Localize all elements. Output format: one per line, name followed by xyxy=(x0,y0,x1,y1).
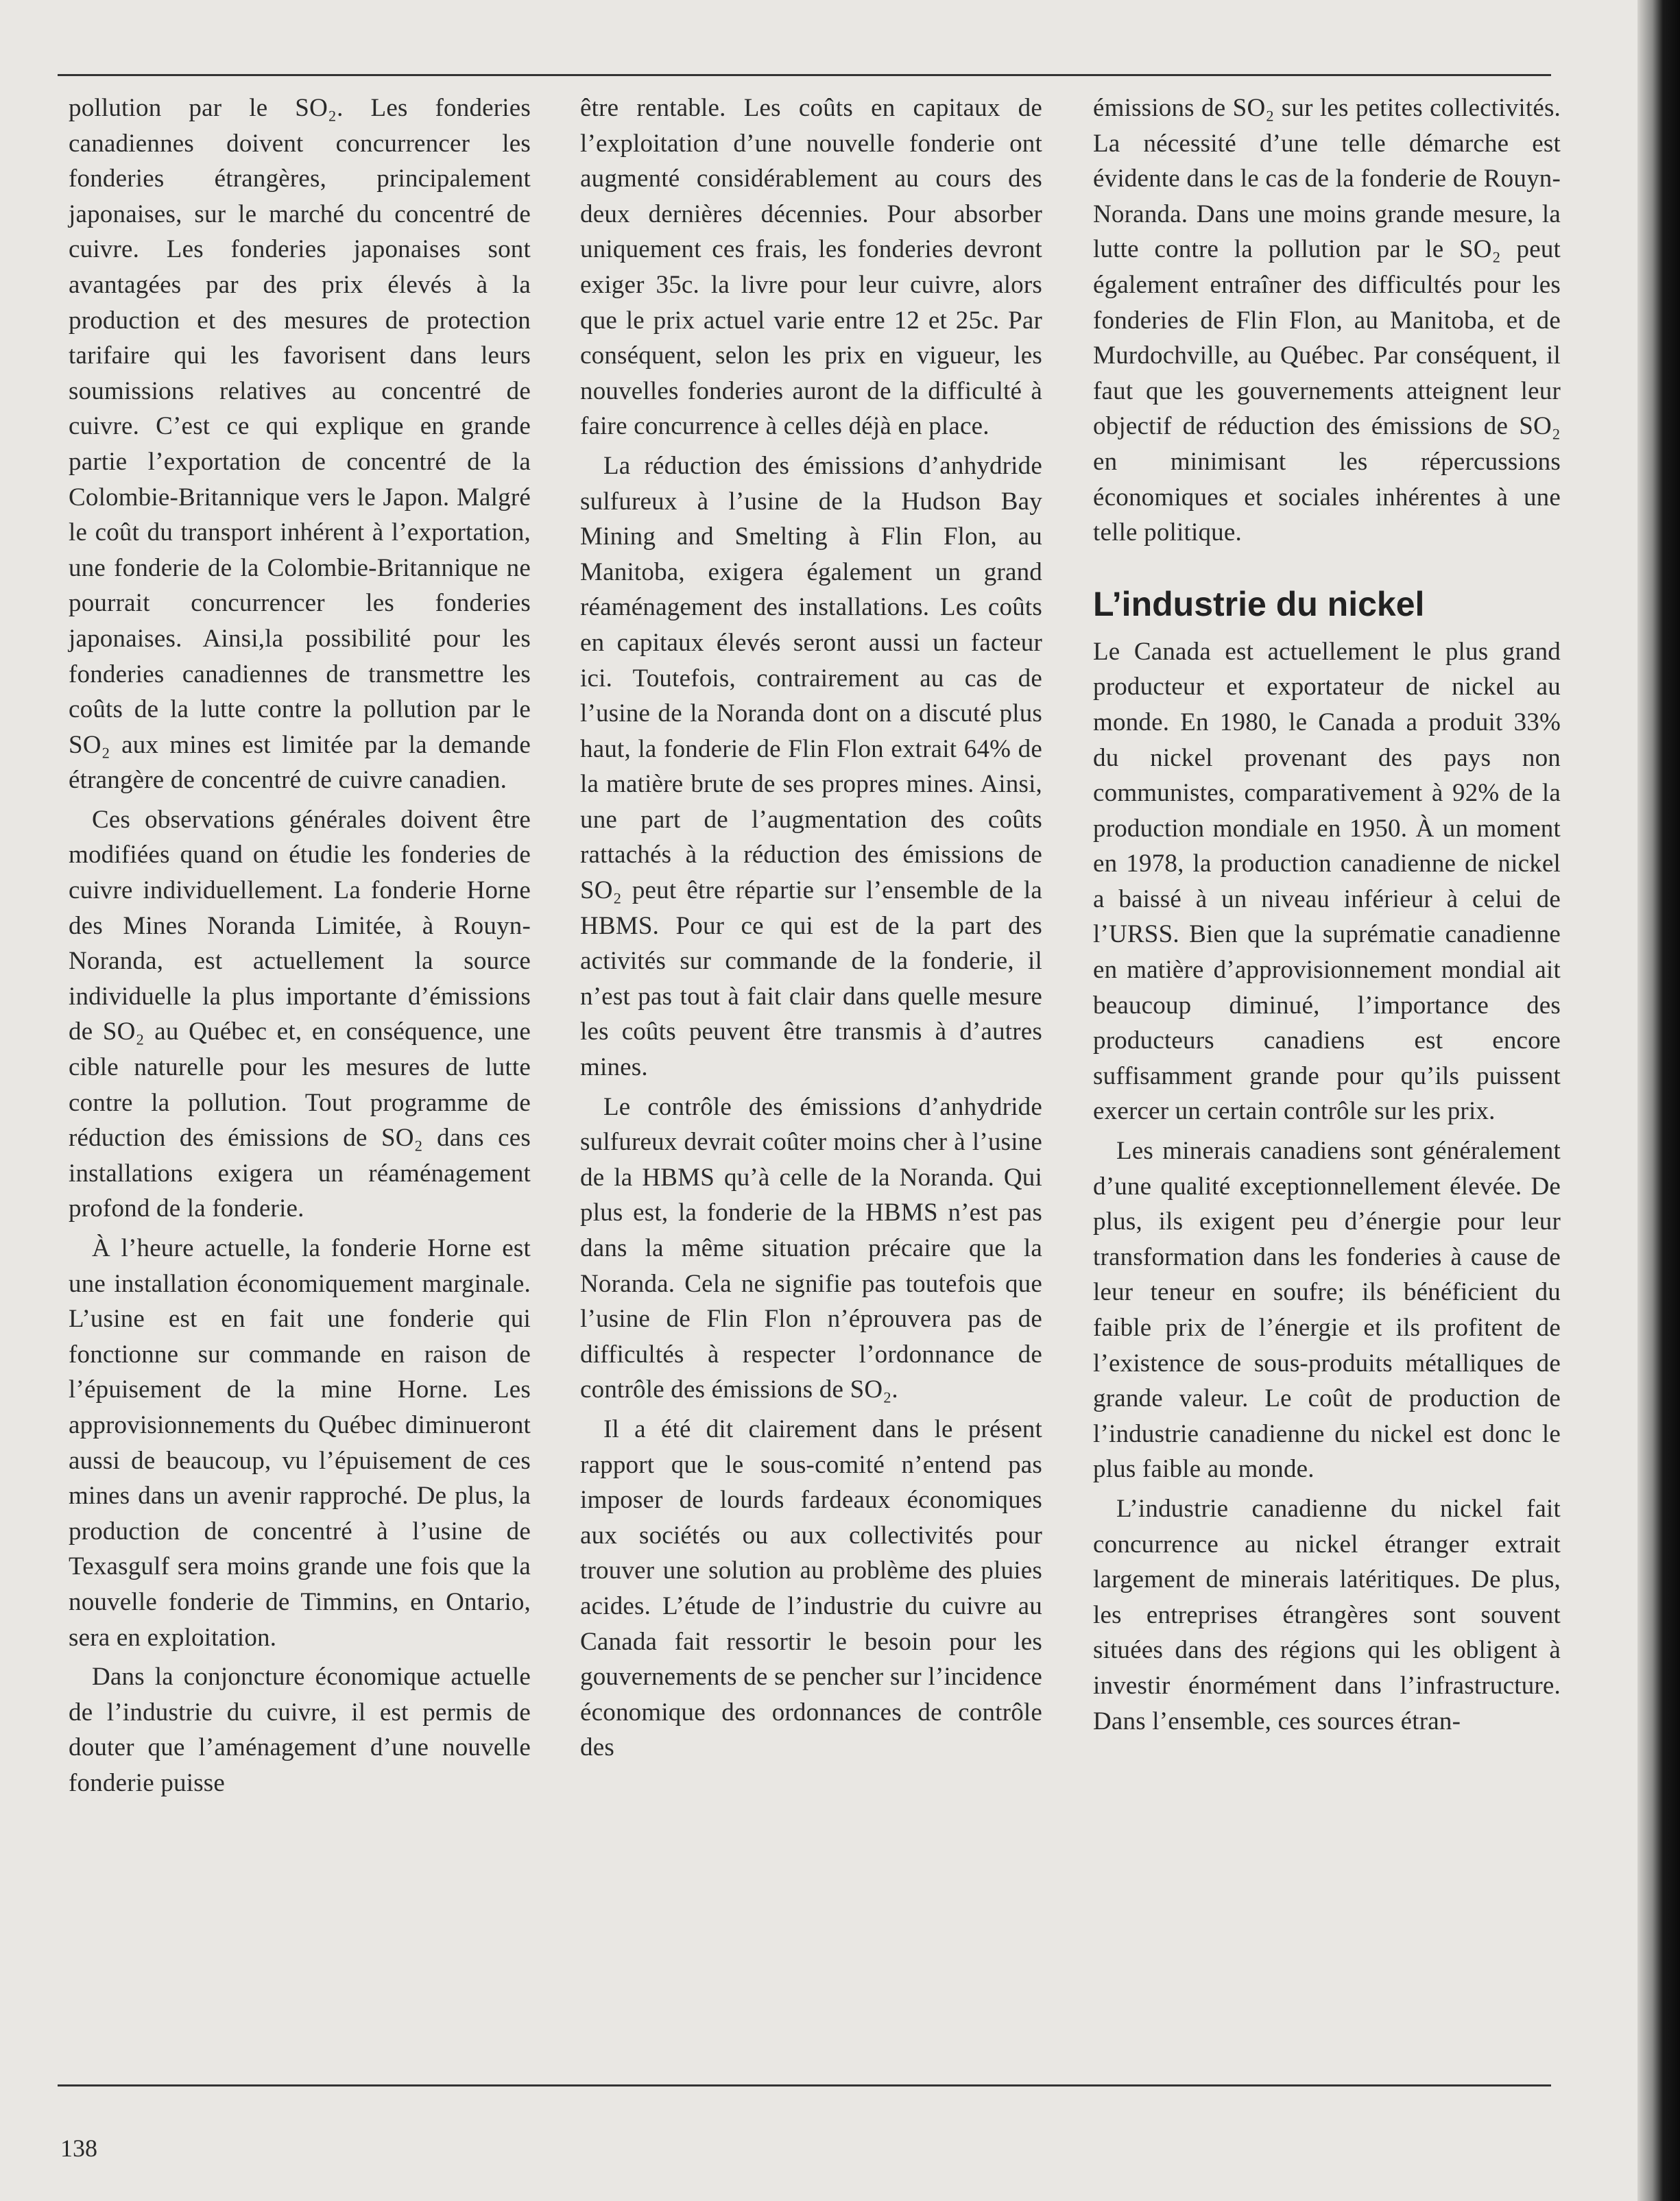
paragraph: être rentable. Les coûts en capitaux de l’exploitation d’une nouvelle fonderie ont augmenté considérablement au cours des deux dernières décennies. Pour absorber uniquement ces frais, les fonderies devront exiger 35c. la livre pour leur cuivre, alors que le prix actuel varie entre 12 et 25c. Par conséquent, selon les prix en vigueur, les nouvelles fonderies auront de la difficulté à faire concurrence à celles déjà en place. xyxy=(580,94,1042,441)
paragraph: À l’heure actuelle, la fonderie Horne est une installation économiquement marginale. L’usine est en fait une fonderie qui fonctionne sur commande en raison de l’épuisement de la mine Horne. Les approvisionnements du Québec diminueront aussi de beaucoup, vu l’épuisement de ces mines dans un avenir rapproché. De plus, la production de concentré à l’usine de Texasgulf sera moins grande une fois que la nouvelle fonderie de Timmins, en Ontario, sera en exploitation. xyxy=(69,1234,531,1652)
paragraph: Il a été dit clairement dans le présent rapport que le sous-comité n’entend pas imposer de lourds fardeaux économiques aux sociétés ou aux collectivités pour trouver une solution au problème des pluies acides. L’étude de l’industrie du cuivre au Canada fait ressortir le besoin pour les gouvernements de se pencher sur l’incidence économique des ordonnances de contrôle des xyxy=(580,1415,1042,1762)
paragraph: Les minerais canadiens sont généralement d’une qualité exceptionnellement élevée. De plus, ils exigent peu d’énergie pour leur transformation dans les fonderies à cause de leur teneur en soufre; ils bénéficient du faible prix de l’énergie et ils profitent de l’existence de sous-produits métalliques de grande valeur. Le coût de production de l’industrie canadienne du nickel est donc le plus faible au monde. xyxy=(1093,1137,1561,1484)
column-2 xyxy=(580,91,1042,1766)
paragraph: pollution par le SO₂. Les fonderies canadiennes doivent concurrencer les fonderies étrangères, principalement japonaises, sur le marché du concentré de cuivre. Les fonderies japonaises sont avantagées par des prix élevés à la production et des mesures de protection tarifaire qui les favorisent dans leurs soumissions relatives au concentré de cuivre. C’est ce qui explique en grande partie l’exportation de concentré de la Colombie-Britannique vers le Japon. Malgré le coût du transport inhérent à l’exportation, une fonderie de la Colombie-Britannique ne pourrait concurrencer les fonderies japonaises. Ainsi,la possibilité pour les fonderies canadiennes de transmettre les coûts de la lutte contre la pollution par le SO₂ aux mines est limitée par la demande étrangère de concentré de cuivre canadien. xyxy=(69,94,531,795)
top-rule xyxy=(58,74,1551,76)
column-3 xyxy=(1093,91,1561,1739)
page-binding-edge xyxy=(1637,0,1680,2201)
page-number: 138 xyxy=(60,2134,97,2162)
column-1 xyxy=(69,91,531,1801)
section-heading: L’industrie du nickel xyxy=(1093,584,1425,623)
paragraph: La réduction des émissions d’anhydride sulfureux à l’usine de la Hudson Bay Mining and Smelting à Flin Flon, au Manitoba, exigera également un grand réaménagement des installations. Les coûts en capitaux élevés seront aussi un facteur ici. Toutefois, contrairement au cas de l’usine de la Noranda dont on a discuté plus haut, la fonderie de Flin Flon extrait 64% de la matière brute de ses propres mines. Ainsi, une part de l’augmentation des coûts rattachés à la réduction des émissions de SO₂ peut être répartie sur l’ensemble de la HBMS. Pour ce qui est de la part des activités sur commande de la fonderie, il n’est pas tout à fait clair dans quelle mesure les coûts peuvent être transmis à d’autres mines. xyxy=(580,451,1042,1082)
paragraph: Le contrôle des émissions d’anhydride sulfureux devrait coûter moins cher à l’usine de la HBMS qu’à celle de la Noranda. Qui plus est, la fonderie de la HBMS n’est pas dans la même situation précaire que la Noranda. Cela ne signifie pas toutefois que l’usine de Flin Flon n’éprouvera pas de difficultés à respecter l’ordonnance de contrôle des émissions de SO₂. xyxy=(580,1092,1042,1404)
paragraph: Ces observations générales doivent être modifiées quand on étudie les fonderies de cuivre individuellement. La fonderie Horne des Mines Noranda Limitée, à Rouyn-Noranda, est actuellement la source individuelle la plus importante d’émissions de SO₂ au Québec et, en conséquence, une cible naturelle pour les mesures de lutte contre la pollution. Tout programme de réduction des émissions de SO₂ dans ces installations exigera un réaménagement profond de la fonderie. xyxy=(69,805,531,1223)
paragraph: émissions de SO₂ sur les petites collectivités. La nécessité d’une telle démarche est évidente dans le cas de la fonderie de Rouyn-Noranda. Dans une moins grande mesure, la lutte contre la pollution par le SO₂ peut également entraîner des difficultés pour les fonderies de Flin Flon, au Manitoba, et de Murdochville, au Québec. Par conséquent, il faut que les gouvernements atteignent leur objectif de réduction des émissions de SO₂ en minimisant les répercussions économiques et sociales inhérentes à une telle politique. xyxy=(1093,94,1561,547)
paragraph: L’industrie canadienne du nickel fait concurrence au nickel étranger extrait largement de minerais latéritiques. De plus, les entreprises étrangères sont souvent situées dans des régions qui les obligent à investir énormément dans l’infrastructure. Dans l’ensemble, ces sources étran- xyxy=(1093,1494,1561,1735)
bottom-rule xyxy=(58,2084,1551,2086)
paragraph: Le Canada est actuellement le plus grand producteur et exportateur de nickel au monde. En 1980, le Canada a produit 33% du nickel provenant des pays non communistes, comparativement à 92% de la production mondiale en 1950. À un moment en 1978, la production canadienne de nickel a baissé à un niveau inférieur à celui de l’URSS. Bien que la suprématie canadienne en matière d’approvisionnement mondial ait beaucoup diminué, l’importance des producteurs canadiens est encore suffisamment grande pour qu’ils puissent exercer un certain contrôle sur les prix. xyxy=(1093,637,1561,1126)
paragraph: Dans la conjoncture économique actuelle de l’industrie du cuivre, il est permis de douter que l’aménagement d’une nouvelle fonderie puisse xyxy=(69,1663,531,1797)
